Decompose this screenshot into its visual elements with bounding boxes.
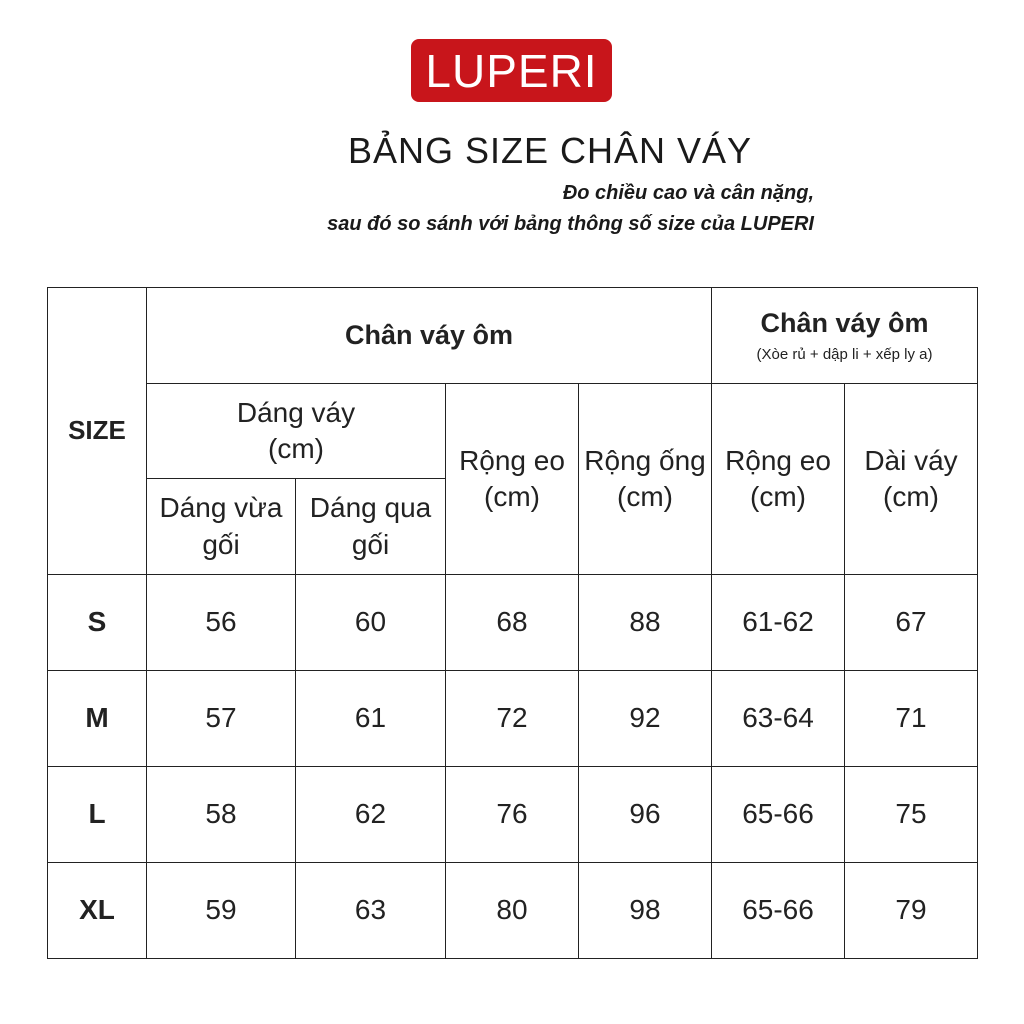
cell-vua-goi: 58 [147,767,296,863]
cell-rong-eo: 76 [446,767,579,863]
group1-title: Chân váy ôm [147,288,712,384]
cell-dai-vay: 75 [845,767,978,863]
cell-rong-ong: 92 [579,671,712,767]
cell-rong-eo-2: 63-64 [712,671,845,767]
row-size: XL [48,863,147,959]
cell-rong-eo-2: 65-66 [712,863,845,959]
qua-goi-header [296,479,446,575]
rong-eo-label: Rộng eo (cm) [459,444,565,512]
vua-goi-label: Dáng vừa gối [159,492,283,560]
size-header: SIZE [48,288,147,575]
cell-rong-eo: 72 [446,671,579,767]
dai-vay-label: Dài váy (cm) [864,444,958,512]
cell-vua-goi: 56 [147,575,296,671]
cell-vua-goi: 59 [147,863,296,959]
cell-rong-ong: 96 [579,767,712,863]
cell-rong-eo: 68 [446,575,579,671]
rong-ong-header [579,384,712,575]
table-row [48,671,978,767]
size-table [47,287,978,959]
rong-eo-header [446,384,579,575]
rong-eo-2-header [712,384,845,575]
brand-name: LUPERI [425,44,598,97]
header-row-1 [48,288,978,384]
row-size: L [48,767,147,863]
brand-logo [411,39,612,102]
rong-ong-label: Rộng ống (cm) [584,444,706,512]
cell-qua-goi: 62 [296,767,446,863]
page-title: BẢNG SIZE CHÂN VÁY [347,130,753,171]
cell-qua-goi: 61 [296,671,446,767]
group2-title: Chân váy ôm [760,308,929,339]
cell-dai-vay: 79 [845,863,978,959]
cell-vua-goi: 57 [147,671,296,767]
row-size: M [48,671,147,767]
qua-goi-label: Dáng qua gối [309,492,432,560]
row-size: S [48,575,147,671]
header-row-2 [48,384,978,479]
cell-rong-ong: 98 [579,863,712,959]
cell-rong-eo-2: 61-62 [712,575,845,671]
subtitle-line-2: sau đó so sánh với bảng thông số size của LUPERI [327,213,814,235]
cell-qua-goi: 60 [296,575,446,671]
dang-vay-header [147,384,446,479]
cell-qua-goi: 63 [296,863,446,959]
rong-eo-2-label: Rộng eo (cm) [725,444,831,512]
table-row [48,767,978,863]
group2-note: (Xòe rủ + dập li + xếp ly a) [756,345,933,363]
cell-dai-vay: 67 [845,575,978,671]
subtitle-line-1: Đo chiều cao và cân nặng, [562,182,814,204]
dang-vay-label: Dáng váy (cm) [236,396,356,464]
cell-dai-vay: 71 [845,671,978,767]
table-row [48,863,978,959]
cell-rong-eo: 80 [446,863,579,959]
vua-goi-header [147,479,296,575]
cell-rong-eo-2: 65-66 [712,767,845,863]
dai-vay-header [845,384,978,575]
cell-rong-ong: 88 [579,575,712,671]
table-row [48,575,978,671]
group2-header [712,288,978,384]
